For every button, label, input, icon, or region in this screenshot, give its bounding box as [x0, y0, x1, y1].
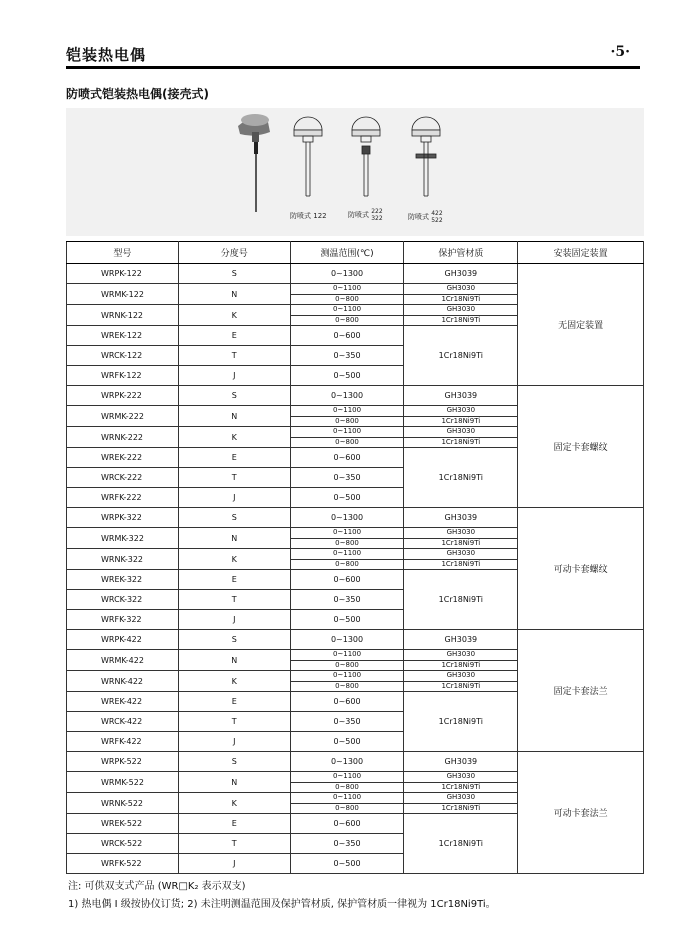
model-cell: WRNK-422 [67, 671, 179, 692]
graduation-cell: K [178, 793, 290, 814]
material-cell: 1Cr18Ni9Ti [404, 416, 518, 427]
drawing-122 [294, 117, 322, 196]
spec-table [66, 241, 644, 874]
range-cell: 0~800 [290, 681, 404, 692]
material-cell: 1Cr18Ni9Ti [404, 315, 518, 326]
range-cell: 0~600 [290, 448, 404, 468]
page-header-title: 铠装热电偶 [66, 46, 147, 64]
graduation-cell: J [178, 854, 290, 874]
material-cell: GH3030 [404, 793, 518, 804]
graduation-cell: E [178, 448, 290, 468]
model-cell: WREK-422 [67, 692, 179, 712]
section-title: 防喷式铠装热电偶(接壳式) [66, 87, 209, 101]
table-row [67, 386, 644, 406]
range-cell: 0~500 [290, 610, 404, 630]
material-cell: GH3030 [404, 305, 518, 316]
material-cell: 1Cr18Ni9Ti [404, 692, 518, 752]
model-cell: WRFK-122 [67, 366, 179, 386]
range-cell: 0~500 [290, 488, 404, 508]
model-cell: WRMK-222 [67, 406, 179, 427]
model-cell: WREK-522 [67, 814, 179, 834]
material-cell: GH3030 [404, 650, 518, 661]
range-cell: 0~1100 [290, 772, 404, 783]
range-cell: 0~1300 [290, 752, 404, 772]
model-cell: WRNK-222 [67, 427, 179, 448]
graduation-cell: J [178, 366, 290, 386]
material-cell: 1Cr18Ni9Ti [404, 538, 518, 549]
range-cell: 0~1100 [290, 793, 404, 804]
model-cell: WRFK-222 [67, 488, 179, 508]
graduation-cell: S [178, 508, 290, 528]
range-cell: 0~1300 [290, 264, 404, 284]
model-cell: WRNK-322 [67, 549, 179, 570]
header-model: 型号 [67, 242, 179, 264]
header-graduation: 分度号 [178, 242, 290, 264]
graduation-cell: K [178, 549, 290, 570]
graduation-cell: S [178, 264, 290, 284]
model-cell: WREK-222 [67, 448, 179, 468]
material-cell: GH3030 [404, 772, 518, 783]
table-row [67, 508, 644, 528]
model-cell: WRPK-522 [67, 752, 179, 772]
figure-caption-222-322: 防喷式 222 322 [348, 208, 383, 222]
material-cell: GH3039 [404, 508, 518, 528]
product-figure [66, 108, 644, 236]
material-cell: GH3039 [404, 752, 518, 772]
graduation-cell: J [178, 732, 290, 752]
model-cell: WRNK-522 [67, 793, 179, 814]
range-cell: 0~1300 [290, 508, 404, 528]
material-cell: GH3039 [404, 630, 518, 650]
range-cell: 0~1100 [290, 549, 404, 560]
model-cell: WRPK-422 [67, 630, 179, 650]
material-cell: GH3030 [404, 427, 518, 438]
range-cell: 0~800 [290, 660, 404, 671]
material-cell: 1Cr18Ni9Ti [404, 814, 518, 874]
range-cell: 0~800 [290, 803, 404, 814]
material-cell: GH3030 [404, 549, 518, 560]
model-cell: WRFK-322 [67, 610, 179, 630]
model-cell: WRFK-522 [67, 854, 179, 874]
range-cell: 0~500 [290, 366, 404, 386]
mount-cell: 无固定装置 [518, 264, 644, 386]
graduation-cell: T [178, 468, 290, 488]
range-cell: 0~1300 [290, 630, 404, 650]
graduation-cell: S [178, 386, 290, 406]
mount-cell: 固定卡套螺纹 [518, 386, 644, 508]
thermocouple-photo [238, 114, 270, 212]
model-cell: WRPK-122 [67, 264, 179, 284]
range-cell: 0~800 [290, 782, 404, 793]
mount-cell: 固定卡套法兰 [518, 630, 644, 752]
graduation-cell: K [178, 427, 290, 448]
graduation-cell: E [178, 570, 290, 590]
model-cell: WRNK-122 [67, 305, 179, 326]
material-cell: 1Cr18Ni9Ti [404, 326, 518, 386]
graduation-cell: T [178, 712, 290, 732]
note-line-1: 注: 可供双支式产品 (WR□K₂ 表示双支) [68, 881, 246, 892]
range-cell: 0~800 [290, 294, 404, 305]
table-header-row [67, 242, 644, 264]
range-cell: 0~1100 [290, 406, 404, 417]
model-cell: WREK-122 [67, 326, 179, 346]
header-range: 测温范围(℃) [290, 242, 404, 264]
graduation-cell: E [178, 814, 290, 834]
model-cell: WRCK-122 [67, 346, 179, 366]
range-cell: 0~800 [290, 315, 404, 326]
header-rule [66, 66, 640, 69]
range-cell: 0~800 [290, 416, 404, 427]
model-cell: WRMK-422 [67, 650, 179, 671]
table-row [67, 752, 644, 772]
graduation-cell: J [178, 488, 290, 508]
model-cell: WRCK-222 [67, 468, 179, 488]
graduation-cell: S [178, 630, 290, 650]
material-cell: GH3039 [404, 386, 518, 406]
range-cell: 0~600 [290, 692, 404, 712]
figure-caption-122: 防喷式 122 [290, 212, 327, 220]
material-cell: 1Cr18Ni9Ti [404, 570, 518, 630]
range-cell: 0~350 [290, 834, 404, 854]
graduation-cell: N [178, 528, 290, 549]
model-cell: WRCK-422 [67, 712, 179, 732]
model-cell: WRPK-222 [67, 386, 179, 406]
graduation-cell: E [178, 692, 290, 712]
graduation-cell: K [178, 671, 290, 692]
material-cell: 1Cr18Ni9Ti [404, 294, 518, 305]
material-cell: GH3030 [404, 671, 518, 682]
graduation-cell: N [178, 284, 290, 305]
range-cell: 0~350 [290, 346, 404, 366]
range-cell: 0~1300 [290, 386, 404, 406]
graduation-cell: J [178, 610, 290, 630]
material-cell: 1Cr18Ni9Ti [404, 660, 518, 671]
graduation-cell: N [178, 406, 290, 427]
range-cell: 0~350 [290, 712, 404, 732]
range-cell: 0~800 [290, 559, 404, 570]
model-cell: WRCK-322 [67, 590, 179, 610]
material-cell: GH3030 [404, 406, 518, 417]
mount-cell: 可动卡套法兰 [518, 752, 644, 874]
header-mount: 安装固定装置 [518, 242, 644, 264]
range-cell: 0~1100 [290, 427, 404, 438]
table-body [67, 264, 644, 874]
range-cell: 0~500 [290, 854, 404, 874]
graduation-cell: K [178, 305, 290, 326]
header-material: 保护管材质 [404, 242, 518, 264]
range-cell: 0~1100 [290, 284, 404, 295]
model-cell: WREK-322 [67, 570, 179, 590]
range-cell: 0~350 [290, 590, 404, 610]
table-row [67, 264, 644, 284]
range-cell: 0~1100 [290, 671, 404, 682]
model-cell: WRFK-422 [67, 732, 179, 752]
drawing-422-522 [412, 117, 440, 196]
page-number: ·5· [610, 44, 630, 60]
model-cell: WRMK-522 [67, 772, 179, 793]
mount-cell: 可动卡套螺纹 [518, 508, 644, 630]
range-cell: 0~600 [290, 570, 404, 590]
range-cell: 0~600 [290, 814, 404, 834]
material-cell: 1Cr18Ni9Ti [404, 803, 518, 814]
note-line-2: 1) 热电偶 I 级按协仪订货; 2) 未注明测温范围及保护管材质, 保护管材质一律视为 1Cr18Ni9Ti。 [68, 899, 496, 910]
material-cell: GH3039 [404, 264, 518, 284]
range-cell: 0~1100 [290, 305, 404, 316]
graduation-cell: S [178, 752, 290, 772]
material-cell: GH3030 [404, 528, 518, 539]
range-cell: 0~1100 [290, 650, 404, 661]
model-cell: WRMK-322 [67, 528, 179, 549]
material-cell: 1Cr18Ni9Ti [404, 681, 518, 692]
graduation-cell: T [178, 346, 290, 366]
range-cell: 0~600 [290, 326, 404, 346]
model-cell: WRMK-122 [67, 284, 179, 305]
graduation-cell: T [178, 590, 290, 610]
drawing-222-322 [352, 117, 380, 196]
range-cell: 0~800 [290, 437, 404, 448]
graduation-cell: E [178, 326, 290, 346]
range-cell: 0~1100 [290, 528, 404, 539]
material-cell: 1Cr18Ni9Ti [404, 448, 518, 508]
material-cell: 1Cr18Ni9Ti [404, 782, 518, 793]
model-cell: WRCK-522 [67, 834, 179, 854]
graduation-cell: N [178, 650, 290, 671]
material-cell: 1Cr18Ni9Ti [404, 437, 518, 448]
graduation-cell: N [178, 772, 290, 793]
material-cell: 1Cr18Ni9Ti [404, 559, 518, 570]
model-cell: WRPK-322 [67, 508, 179, 528]
range-cell: 0~800 [290, 538, 404, 549]
material-cell: GH3030 [404, 284, 518, 295]
graduation-cell: T [178, 834, 290, 854]
table-row [67, 630, 644, 650]
range-cell: 0~350 [290, 468, 404, 488]
range-cell: 0~500 [290, 732, 404, 752]
figure-caption-422-522: 防喷式 422 522 [408, 210, 443, 224]
